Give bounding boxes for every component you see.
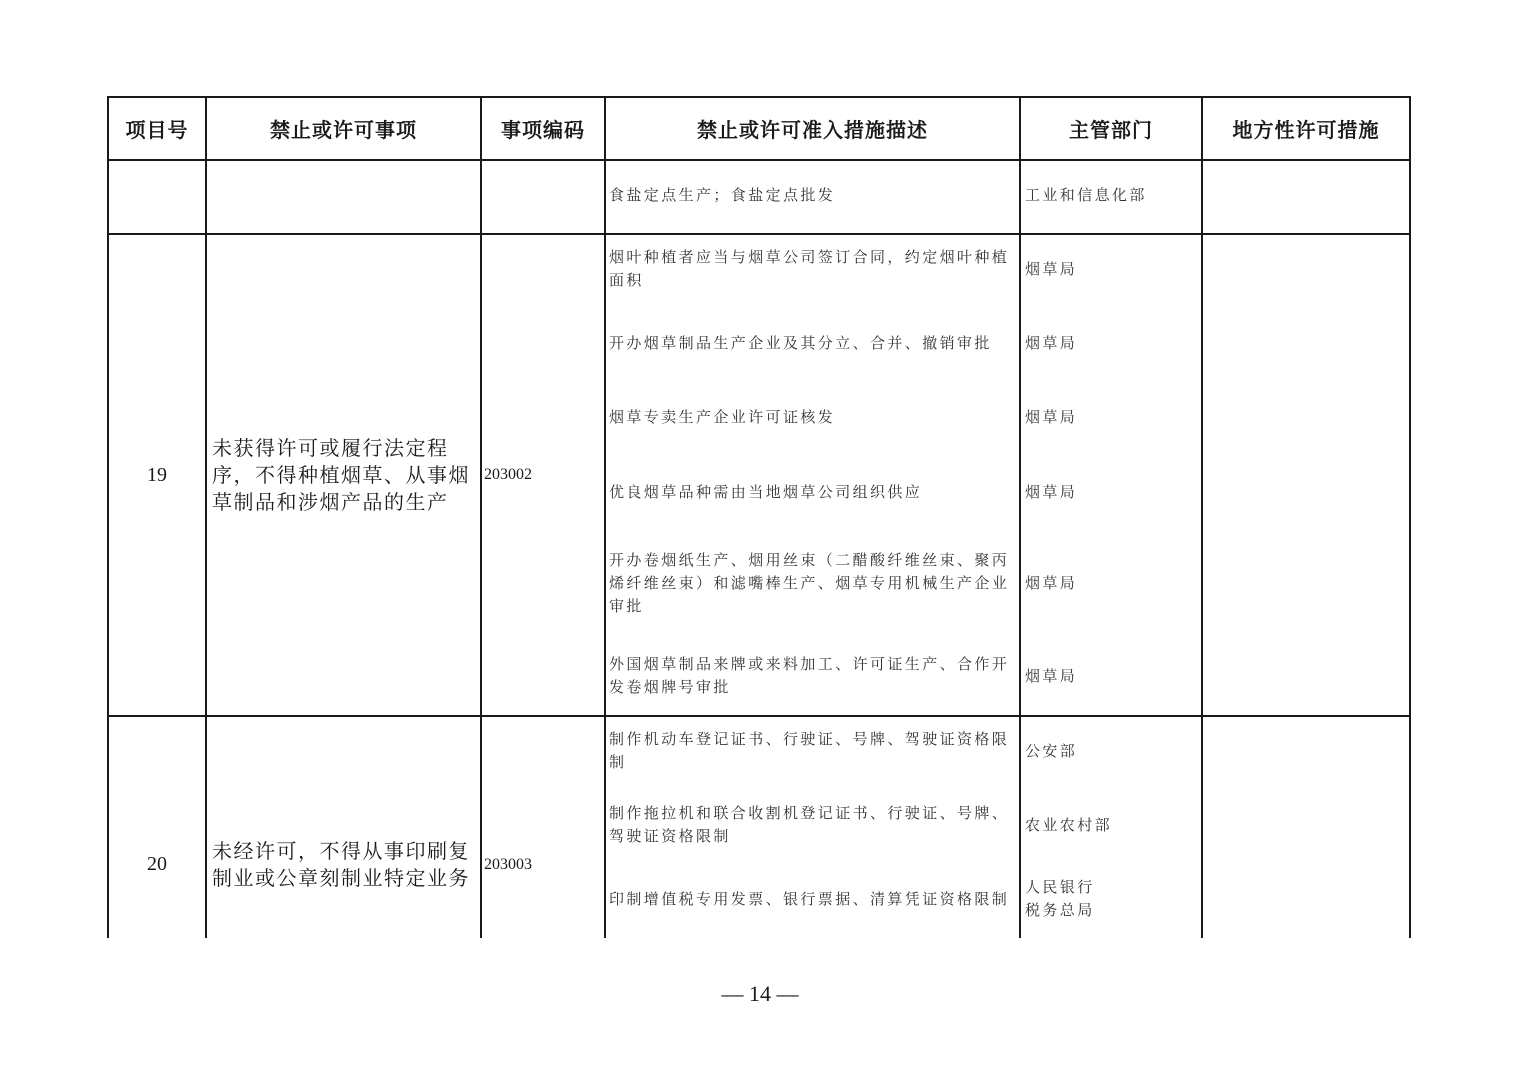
header-local-measures: 地方性许可措施 — [1232, 118, 1380, 142]
header-description: 禁止或许可准入措施描述 — [697, 118, 928, 142]
measure-description: 印制增值税专用发票、银行票据、清算凭证资格限制 — [609, 889, 1010, 908]
row-number: 19 — [147, 463, 167, 486]
measure-department: 公安部 — [1025, 741, 1078, 760]
header-divider — [107, 159, 1411, 161]
measure-description: 开办烟草制品生产企业及其分立、合并、撤销审批 — [609, 334, 992, 352]
row-number: 20 — [147, 853, 167, 875]
measure-department: 烟草局 — [1025, 334, 1078, 352]
measure-department: 烟草局 — [1025, 574, 1078, 592]
measure-department-line: 税务总局 — [1025, 901, 1095, 919]
measure-description: 烟叶种植者应当与烟草公司签订合同，约定烟叶种植面积 — [609, 248, 1010, 289]
permit-table — [107, 96, 1411, 938]
header-item-number: 项目号 — [125, 118, 189, 142]
header-item-code: 事项编码 — [501, 118, 585, 142]
measure-description: 开办卷烟纸生产、烟用丝束（二醋酸纤维丝束、聚丙烯纤维丝束）和滤嘴棒生产、烟草专用机械生产企业审批 — [609, 551, 1010, 615]
measure-description: 制作拖拉机和联合收割机登记证书、行驶证、号牌、驾驶证资格限制 — [609, 804, 1010, 845]
measure-department — [1025, 876, 1201, 922]
measure-department: 烟草局 — [1025, 666, 1078, 685]
measure-description: 食盐定点生产；食盐定点批发 — [609, 186, 836, 204]
measure-description: 制作机动车登记证书、行驶证、号牌、驾驶证资格限制 — [609, 730, 1010, 771]
measure-department: 烟草局 — [1025, 483, 1078, 501]
page-number: — 14 — — [721, 981, 799, 1006]
measure-description: 优良烟草品种需由当地烟草公司组织供应 — [609, 483, 923, 501]
measure-department-line: 人民银行 — [1025, 878, 1095, 896]
column-divider — [1201, 96, 1203, 938]
row-item: 未经许可，不得从事印刷复制业或公章刻制业特定业务 — [212, 838, 470, 890]
measure-department: 农业农村部 — [1025, 815, 1113, 834]
column-divider — [1019, 96, 1021, 938]
row-item: 未获得许可或履行法定程序，不得种植烟草、从事烟草制品和涉烟产品的生产 — [212, 435, 470, 514]
measure-department: 工业和信息化部 — [1025, 186, 1147, 204]
row-code: 203003 — [484, 855, 532, 873]
measure-department: 烟草局 — [1025, 259, 1078, 278]
measure-description: 烟草专卖生产企业许可证核发 — [609, 408, 836, 426]
measure-department: 烟草局 — [1025, 408, 1078, 426]
header-item: 禁止或许可事项 — [270, 118, 417, 142]
header-department: 主管部门 — [1069, 118, 1153, 142]
measure-description: 外国烟草制品来牌或来料加工、许可证生产、合作开发卷烟牌号审批 — [609, 655, 1010, 696]
row-code: 203002 — [484, 466, 532, 483]
table-border-right — [1409, 96, 1411, 938]
